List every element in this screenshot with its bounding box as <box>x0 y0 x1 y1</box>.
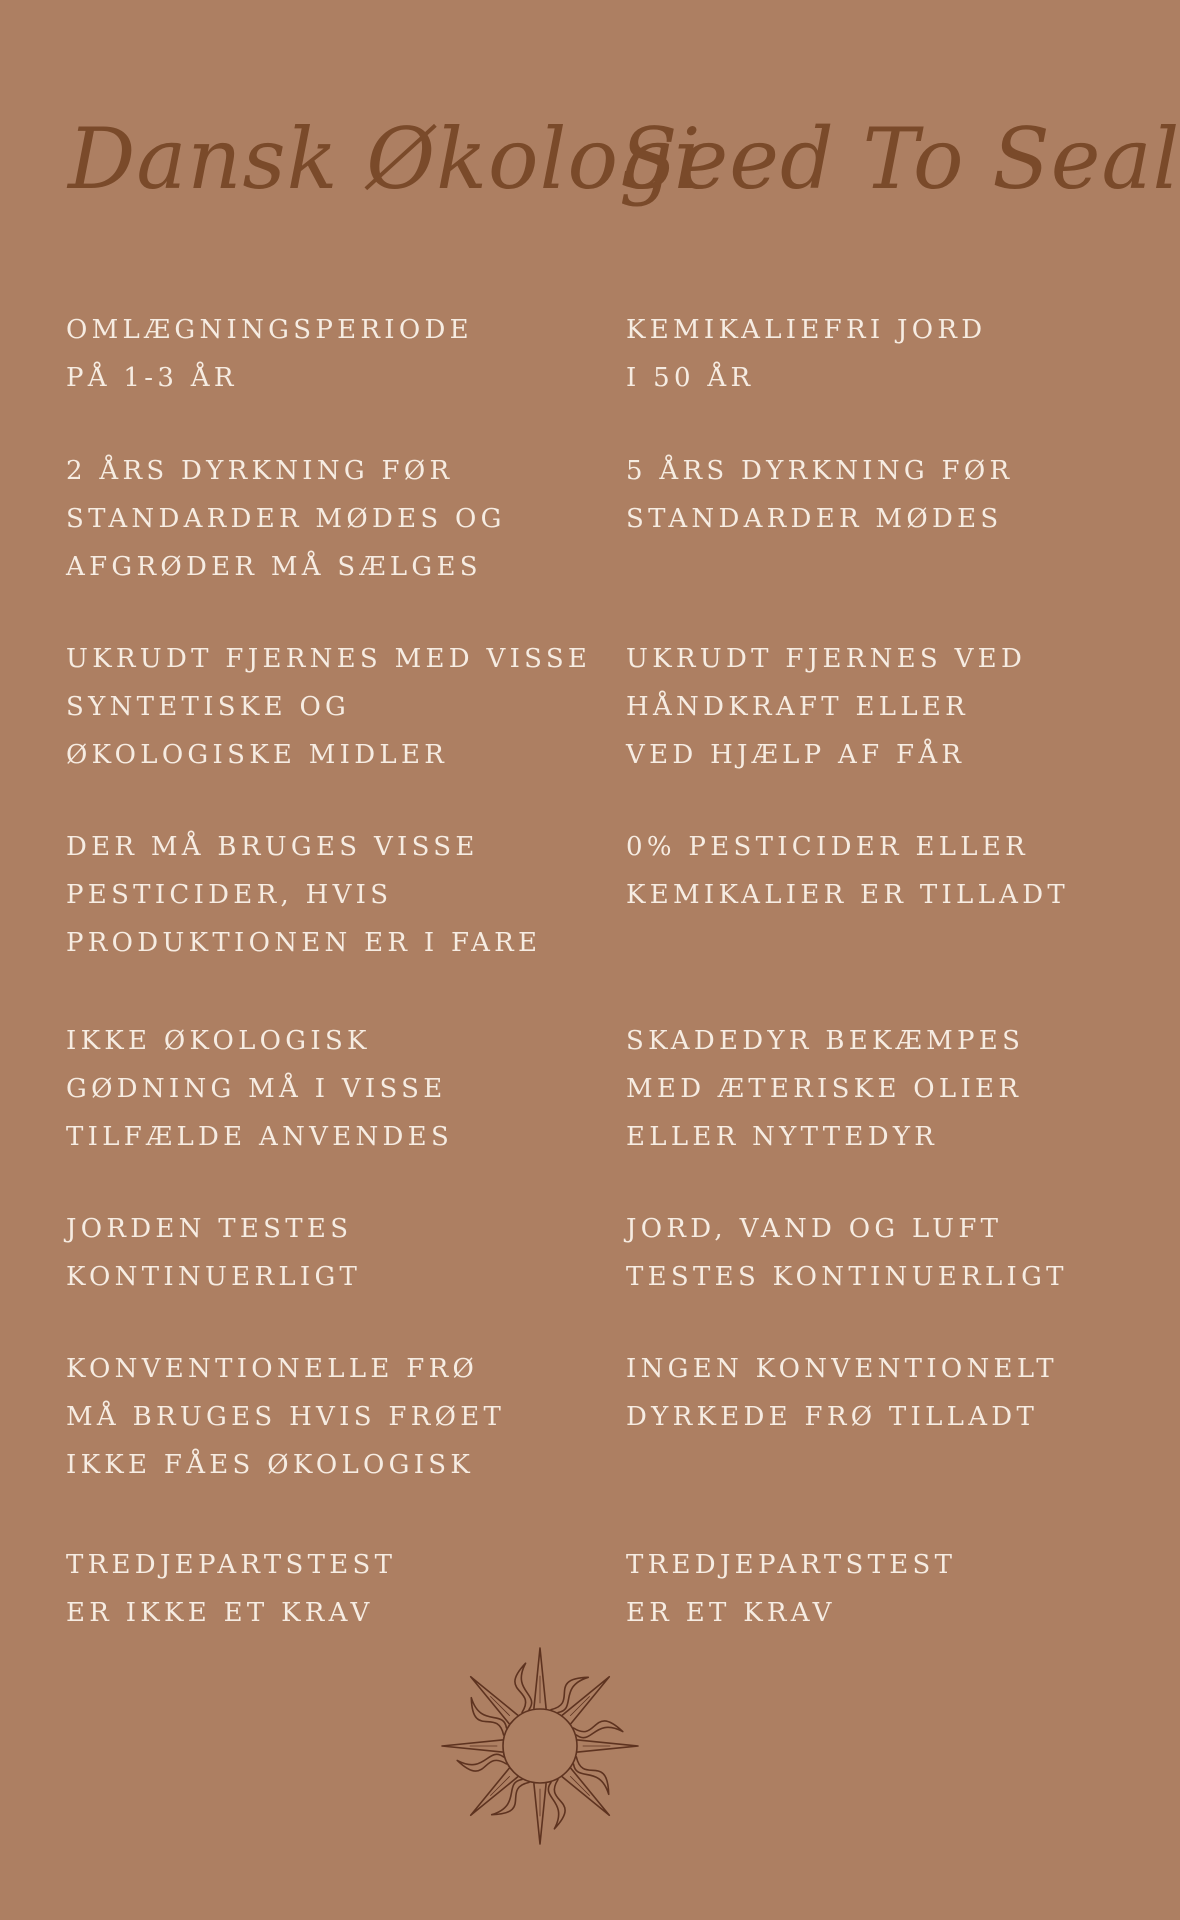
comparison-right-cell-1 <box>626 306 986 402</box>
comparison-right-cell-2 <box>626 447 1013 543</box>
comparison-text-line: STANDARDER MØDES OG <box>66 504 506 534</box>
comparison-text-line: ER IKKE ET KRAV <box>66 1598 374 1628</box>
sun-flame <box>574 1721 623 1738</box>
heading-dansk-okologi: Dansk Økologi <box>68 110 702 208</box>
comparison-text-line: KEMIKALIEFRI JORD <box>626 315 987 345</box>
comparison-text-line: JORD, VAND OG LUFT <box>626 1214 1003 1244</box>
comparison-text-line: 0% PESTICIDER ELLER <box>626 832 1030 862</box>
sun-flame <box>548 1780 565 1829</box>
comparison-right-cell-6 <box>626 1205 1068 1301</box>
sun-flame <box>574 1757 609 1794</box>
comparison-right-cell-3 <box>626 635 1026 779</box>
comparison-right-cell-5 <box>626 1017 1024 1161</box>
comparison-text-line: TREDJEPARTSTEST <box>66 1550 397 1580</box>
comparison-text-line: OMLÆGNINGSPERIODE <box>66 315 473 345</box>
comparison-text-line: VED HJÆLP AF FÅR <box>626 740 966 770</box>
comparison-text-line: ELLER NYTTEDYR <box>626 1122 939 1152</box>
comparison-text-line: GØDNING MÅ I VISSE <box>66 1074 447 1104</box>
comparison-right-cell-7 <box>626 1345 1058 1441</box>
comparison-text-line: DER MÅ BRUGES VISSE <box>66 832 479 862</box>
comparison-text-line: I 50 ÅR <box>626 363 755 393</box>
comparison-text-line: 5 ÅRS DYRKNING FØR <box>626 456 1014 486</box>
sun-flame <box>457 1754 506 1771</box>
comparison-text-line: MED ÆTERISKE OLIER <box>626 1074 1023 1104</box>
comparison-text-line: TESTES KONTINUERLIGT <box>626 1262 1068 1292</box>
comparison-left-cell-4 <box>66 823 541 967</box>
comparison-text-line: INGEN KONVENTIONELT <box>626 1354 1058 1384</box>
comparison-text-line: STANDARDER MØDES <box>626 504 1003 534</box>
comparison-left-cell-2 <box>66 447 506 591</box>
sun-flame <box>515 1663 532 1712</box>
comparison-left-cell-3 <box>66 635 591 779</box>
comparison-text-line: KONTINUERLIGT <box>66 1262 362 1292</box>
comparison-text-line: SYNTETISKE OG <box>66 692 351 722</box>
comparison-text-line: AFGRØDER MÅ SÆLGES <box>66 552 482 582</box>
comparison-left-cell-5 <box>66 1017 453 1161</box>
comparison-left-cell-6 <box>66 1205 361 1301</box>
comparison-text-line: PÅ 1-3 ÅR <box>66 363 238 393</box>
comparison-text-line: ØKOLOGISKE MIDLER <box>66 740 449 770</box>
comparison-right-cell-4 <box>626 823 1069 919</box>
comparison-text-line: TREDJEPARTSTEST <box>626 1550 957 1580</box>
comparison-text-line: UKRUDT FJERNES VED <box>626 644 1027 674</box>
comparison-text-line: KEMIKALIER ER TILLADT <box>626 880 1070 910</box>
comparison-text-line: UKRUDT FJERNES MED VISSE <box>66 644 592 674</box>
sun-core <box>503 1709 577 1783</box>
comparison-text-line: SKADEDYR BEKÆMPES <box>626 1026 1025 1056</box>
comparison-left-cell-7 <box>66 1345 505 1489</box>
sun-icon <box>439 1650 641 1842</box>
comparison-text-line: PESTICIDER, HVIS <box>66 880 393 910</box>
sun-flame <box>551 1677 588 1712</box>
comparison-text-line: HÅNDKRAFT ELLER <box>626 692 970 722</box>
comparison-text-line: PRODUKTIONEN ER I FARE <box>66 928 542 958</box>
heading-seed-to-seal: Seed To Seal <box>620 110 1180 208</box>
comparison-text-line: TILFÆLDE ANVENDES <box>66 1122 454 1152</box>
comparison-left-cell-1 <box>66 306 473 402</box>
comparison-text-line: ER ET KRAV <box>626 1598 836 1628</box>
comparison-text-line: 2 ÅRS DYRKNING FØR <box>66 456 454 486</box>
comparison-text-line: MÅ BRUGES HVIS FRØET <box>66 1402 506 1432</box>
sun-flame <box>471 1698 506 1735</box>
sun-flame <box>492 1780 529 1815</box>
comparison-text-line: DYRKEDE FRØ TILLADT <box>626 1402 1039 1432</box>
comparison-text-line: JORDEN TESTES <box>66 1214 353 1244</box>
comparison-right-cell-8 <box>626 1541 956 1637</box>
comparison-text-line: IKKE FÅES ØKOLOGISK <box>66 1450 475 1480</box>
comparison-text-line: IKKE ØKOLOGISK <box>66 1026 371 1056</box>
comparison-left-cell-8 <box>66 1541 396 1637</box>
comparison-text-line: KONVENTIONELLE FRØ <box>66 1354 479 1384</box>
